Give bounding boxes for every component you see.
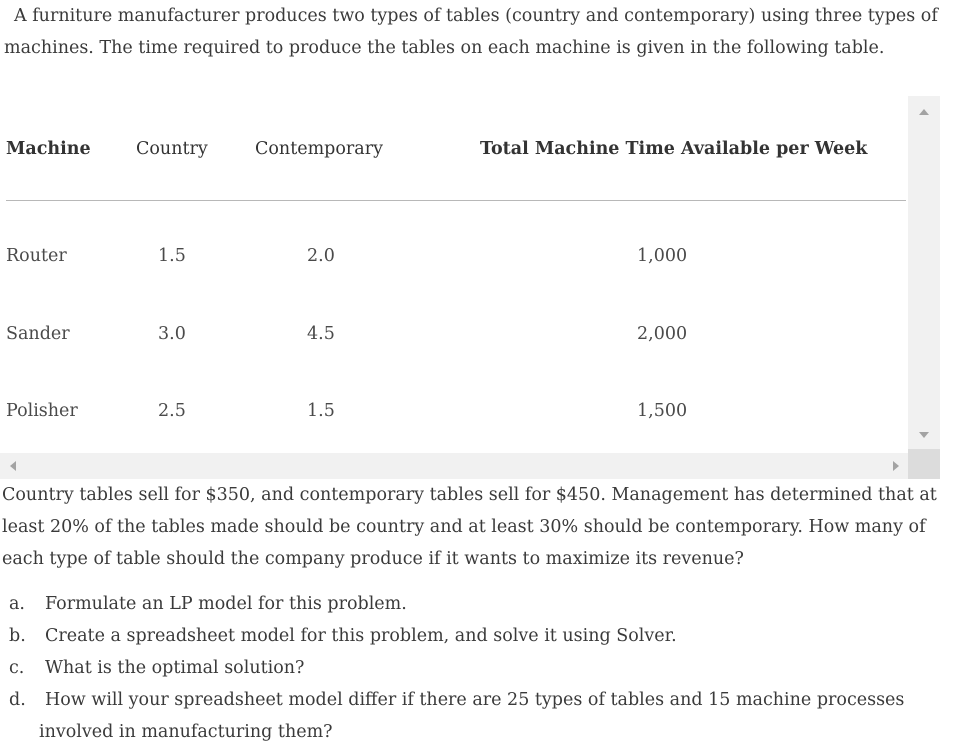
cell-contemporary: 2.0 [307, 246, 335, 266]
question-list [0, 588, 940, 748]
header-contemporary: Contemporary [255, 139, 383, 159]
cell-machine: Sander [6, 324, 70, 344]
machine-time-table-container[interactable] [0, 96, 940, 480]
scroll-left-arrow-icon[interactable] [10, 461, 16, 471]
question-text: Formulate an LP model for this problem. [45, 594, 407, 614]
scrollbar-corner [908, 449, 940, 479]
horizontal-scrollbar[interactable] [0, 453, 908, 479]
vertical-scrollbar[interactable] [908, 96, 940, 449]
cell-contemporary: 4.5 [307, 324, 335, 344]
question-text-continued: involved in manufacturing them? [39, 722, 333, 742]
scroll-up-arrow-icon[interactable] [919, 109, 929, 115]
cell-machine: Polisher [6, 401, 78, 421]
list-marker: c. [9, 658, 25, 678]
list-marker: a. [9, 594, 25, 614]
list-item [0, 588, 940, 620]
problem-paragraph: Country tables sell for $350, and contemporary tables sell for $450. Management has determined that at least 20% of the tables made should be country and at least 30% should be contemporary. How many of each type of table should the company produce if it wants to maximize its revenue? [2, 485, 937, 569]
machine-time-table [0, 96, 908, 449]
header-machine: Machine [6, 139, 91, 159]
scroll-down-arrow-icon[interactable] [919, 432, 929, 438]
cell-total-time: 1,000 [637, 246, 688, 266]
header-divider [6, 200, 906, 201]
list-item [0, 652, 940, 684]
question-text: How will your spreadsheet model differ if there are 25 types of tables and 15 machine processes [45, 690, 905, 710]
cell-country: 3.0 [158, 324, 186, 344]
header-total-time: Total Machine Time Available per Week [480, 139, 868, 159]
cell-total-time: 2,000 [637, 324, 688, 344]
cell-total-time: 1,500 [637, 401, 688, 421]
list-item [0, 620, 940, 652]
list-marker: b. [9, 626, 26, 646]
question-text: What is the optimal solution? [45, 658, 305, 678]
list-marker: d. [9, 690, 26, 710]
scroll-right-arrow-icon[interactable] [893, 461, 899, 471]
cell-country: 1.5 [158, 246, 186, 266]
cell-country: 2.5 [158, 401, 186, 421]
cell-machine: Router [6, 246, 67, 266]
list-item [0, 684, 940, 748]
question-text: Create a spreadsheet model for this problem, and solve it using Solver. [45, 626, 677, 646]
intro-paragraph: A furniture manufacturer produces two types of tables (country and contemporary) using three types of machines. The time required to produce the tables on each machine is given in the following table. [4, 6, 938, 58]
cell-contemporary: 1.5 [307, 401, 335, 421]
header-country: Country [136, 139, 208, 159]
